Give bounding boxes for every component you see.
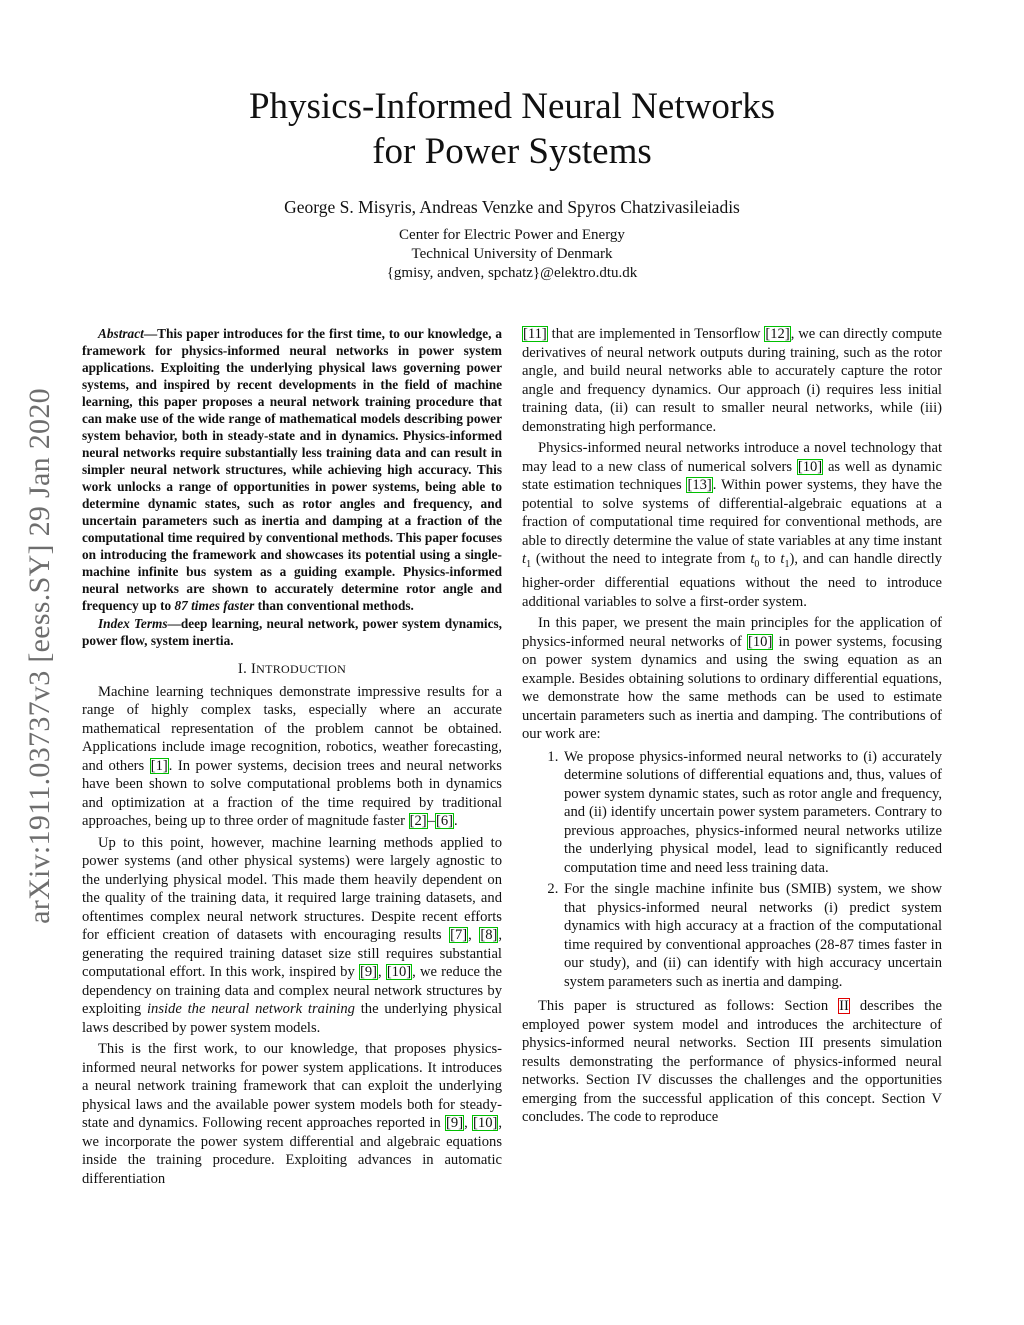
text-run: the underlying physical laws described by power system models. xyxy=(82,1001,502,1036)
title-block xyxy=(0,84,1024,283)
text-run: This paper is structured as follows: Section xyxy=(538,998,839,1015)
math-t1 xyxy=(522,551,532,570)
affiliation-university: Technical University of Denmark xyxy=(411,246,613,262)
citation-link[interactable]: [12] xyxy=(765,326,790,342)
citation-link[interactable]: [9] xyxy=(446,1115,464,1131)
author-list: George S. Misyris, Andreas Venzke and Spyros Chatzivasileiadis xyxy=(284,197,740,217)
paper-title-line-1: Physics-Informed Neural Networks xyxy=(248,86,776,127)
text-run: , we incorporate the power system differential and algebraic equations inside the training procedure. Exploiting advances in automatic differentiation xyxy=(82,1115,503,1187)
contribution-item: 2. For the single machine infinite bus (SMIB) system, we show that physics-informed neural networks (i) predict system dynamics with high accuracy at a fraction of the computational time required by conventional approaches (28-87 times faster in our study), and (ii) can identify with high accuracy uncertain system parameters such as inertia and damping. xyxy=(562,880,942,991)
affiliation-emails: {gmisy, andven, spchatz}@elektro.dtu.dk xyxy=(386,265,638,281)
text-run: describes the employed power system model and introduces the architecture of physics-informed neural networks. Section III presents simulation results demonstrating the performance of physics-informed neural networks. Section IV discusses the challenges and the opportunities emerging from the successful application of this concept. Section V concludes. The code to reproduce xyxy=(522,998,942,1126)
intro-paragraph-3 xyxy=(82,1040,502,1188)
index-terms-lead-in: Index Terms xyxy=(98,616,168,631)
intro-paragraph-6 xyxy=(522,997,942,1127)
citation-link[interactable]: [8] xyxy=(480,927,498,943)
citation-link[interactable]: [11] xyxy=(523,326,547,342)
contribution-item: 1. We propose physics-informed neural networks to (i) accurately determine solutions of differential equations and, thus, values of power system dynamic states, such as rotor angle and frequency, and (ii) identify uncertain power system parameters. Contrary to previous approaches, physics-informed neural networks utilize the underlying physical model, lead to significantly reduced computation time and need less training data. xyxy=(562,748,942,878)
abstract-emphasis: 87 times faster xyxy=(174,598,255,613)
left-column xyxy=(82,325,502,1188)
text-run: to xyxy=(759,551,781,567)
section-heading-introduction xyxy=(82,660,502,679)
text-run: that are implemented in Tensorflow xyxy=(547,326,765,342)
math-var: t xyxy=(750,551,755,567)
math-var: t xyxy=(780,551,785,567)
section-ref-link[interactable]: II xyxy=(839,998,849,1015)
abstract-lead-in: Abstract xyxy=(98,326,144,341)
text-run: , generating the required training dataset size still requires substantial computational effort. In this work, inspired by xyxy=(82,927,503,980)
intro-paragraph-4 xyxy=(522,439,942,611)
citation-link[interactable]: [10] xyxy=(797,458,823,475)
intro-paragraph-1 xyxy=(82,683,502,831)
index-terms-text: —deep learning, neural network, power system dynamics, power flow, system inertia. xyxy=(82,616,502,648)
text-run: , xyxy=(464,1115,473,1131)
text-run: . In power systems, decision trees and neural networks have been shown to solve computational problems both in dynamics and optimization at a fraction of the time required by traditional approaches, being up to three order of magnitude faster xyxy=(82,757,502,829)
text-run: Machine learning techniques demonstrate impressive results for a range of highly complex tasks, especially where an accurate mathematical representation of the problem cannot be obtained. Applications include image recognition, robotics, weather forecasting, and others xyxy=(82,683,502,774)
intro-paragraph-3-continued xyxy=(522,325,942,436)
text-run: ), and can handle directly higher-order differential equations without the need to introduce additional variables to solve a first-order system. xyxy=(522,551,942,610)
text-run: Up to this point, however, machine learning methods applied to power systems (and other physical systems) were largely agnostic to the underlying physical model. This made them heavily dependent on the quality of the training data, it required large training datasets, and oftentimes complex neural network structures. Despite recent efforts for efficient creation of datasets with encouraging results xyxy=(82,834,502,943)
abstract-text: —This paper introduces for the first time, to our knowledge, a framework for physics-informed neural networks in power system applications. Exploiting the underlying physical laws governing power systems, and inspired by recent developments in the field of machine learning, this paper proposes a neural network training procedure that can make use of the wide range of mathematical models describing power system behavior, both in steady-state and in dynamics. Physics-informed neural networks require substantially less training data and can result in simpler neural network structures, while achieving high accuracy. This work unlocks a range of opportunities in power systems, being able to determine dynamic states, such as rotor angles and frequency, and uncertain parameters such as inertia and damping at a fraction of the computational time required by conventional methods. This paper focuses on introducing the framework and showcases its potential using a single-machine infinite bus system as a guiding example. Physics-informed neural networks are shown to accurately determine rotor angle and frequency up to xyxy=(82,326,502,613)
text-run: . Within power systems, they have the potential to solve systems of differential-algebraic equations at a fraction of computational time required for conventional methods, are able to directly determine the value of state variables at any time instant xyxy=(522,477,942,549)
intro-paragraph-2 xyxy=(82,834,502,1038)
math-sub: 1 xyxy=(526,558,532,570)
affiliation-block xyxy=(0,226,1024,283)
affiliation-center: Center for Electric Power and Energy xyxy=(399,227,625,243)
citation-link[interactable]: [13] xyxy=(687,477,712,493)
contributions-list xyxy=(522,748,942,992)
index-terms xyxy=(82,615,502,649)
citation-link[interactable]: [9] xyxy=(359,964,377,980)
text-run: This is the first work, to our knowledge, that proposes physics-informed neural networks for power system applications. It introduces a neural network training framework that can exploit the underlying physical laws and the available power system models both for steady-state and dynamics. Following recent approaches reported in xyxy=(82,1041,502,1131)
text-run: , we can directly compute derivatives of neural network outputs during training, such as the rotor angle, and build neural networks able to accurately capture the rotor angle and frequency dynamics. Our approach (i) requires less initial training data, (ii) can result to smaller neural networks, while (iii) demonstrating high performance. xyxy=(522,326,942,435)
abstract-tail: than conventional methods. xyxy=(254,598,414,613)
text-run: , xyxy=(468,927,480,943)
text-run: . xyxy=(453,813,458,829)
text-run: Physics-informed neural networks introduce a novel technology that may lead to a new class of numerical solvers xyxy=(522,440,942,475)
text-run: – xyxy=(427,813,435,829)
text-run: In this paper, we present the main principles for the application of physics-informed neural networks of xyxy=(522,615,942,650)
math-sub: 1 xyxy=(784,558,790,570)
math-sub: 0 xyxy=(754,558,760,570)
right-column xyxy=(522,325,942,1127)
citation-link[interactable]: [7] xyxy=(450,927,468,943)
citation-link[interactable]: [2] xyxy=(409,813,427,829)
section-title: NTRODUCTION xyxy=(256,662,347,676)
citation-link[interactable]: [6] xyxy=(435,813,453,829)
paper-title-line-2: for Power Systems xyxy=(372,131,652,172)
section-number: I. I xyxy=(237,661,257,677)
text-run: , we reduce the dependency on training data and complex neural network structures by exploiting xyxy=(82,964,503,1017)
abstract xyxy=(82,325,502,614)
text-run: (without the need to integrate from xyxy=(531,551,751,567)
text-run: in power systems, focusing on power system dynamics and using the swing equation as an example. Besides obtaining solutions to ordinary differential equations, we demonstrate how the same methods can be used to estimate uncertain parameters such as inertia and damping. The contributions of our work are: xyxy=(522,633,942,743)
citation-link[interactable]: [1] xyxy=(150,757,168,774)
math-var: t xyxy=(522,551,527,567)
intro-paragraph-5 xyxy=(522,614,942,744)
text-run: as well as dynamic state estimation techniques xyxy=(522,458,942,493)
arxiv-stamp-text: arXiv:1911.03737v3 [eess.SY] 29 Jan 2020 xyxy=(23,388,56,924)
emphasis-text: inside the neural network training xyxy=(146,1001,355,1017)
citation-link[interactable]: [10] xyxy=(473,1115,498,1131)
citation-link[interactable]: [10] xyxy=(747,633,773,650)
citation-link[interactable]: [10] xyxy=(386,964,412,980)
text-run: , xyxy=(377,964,386,980)
